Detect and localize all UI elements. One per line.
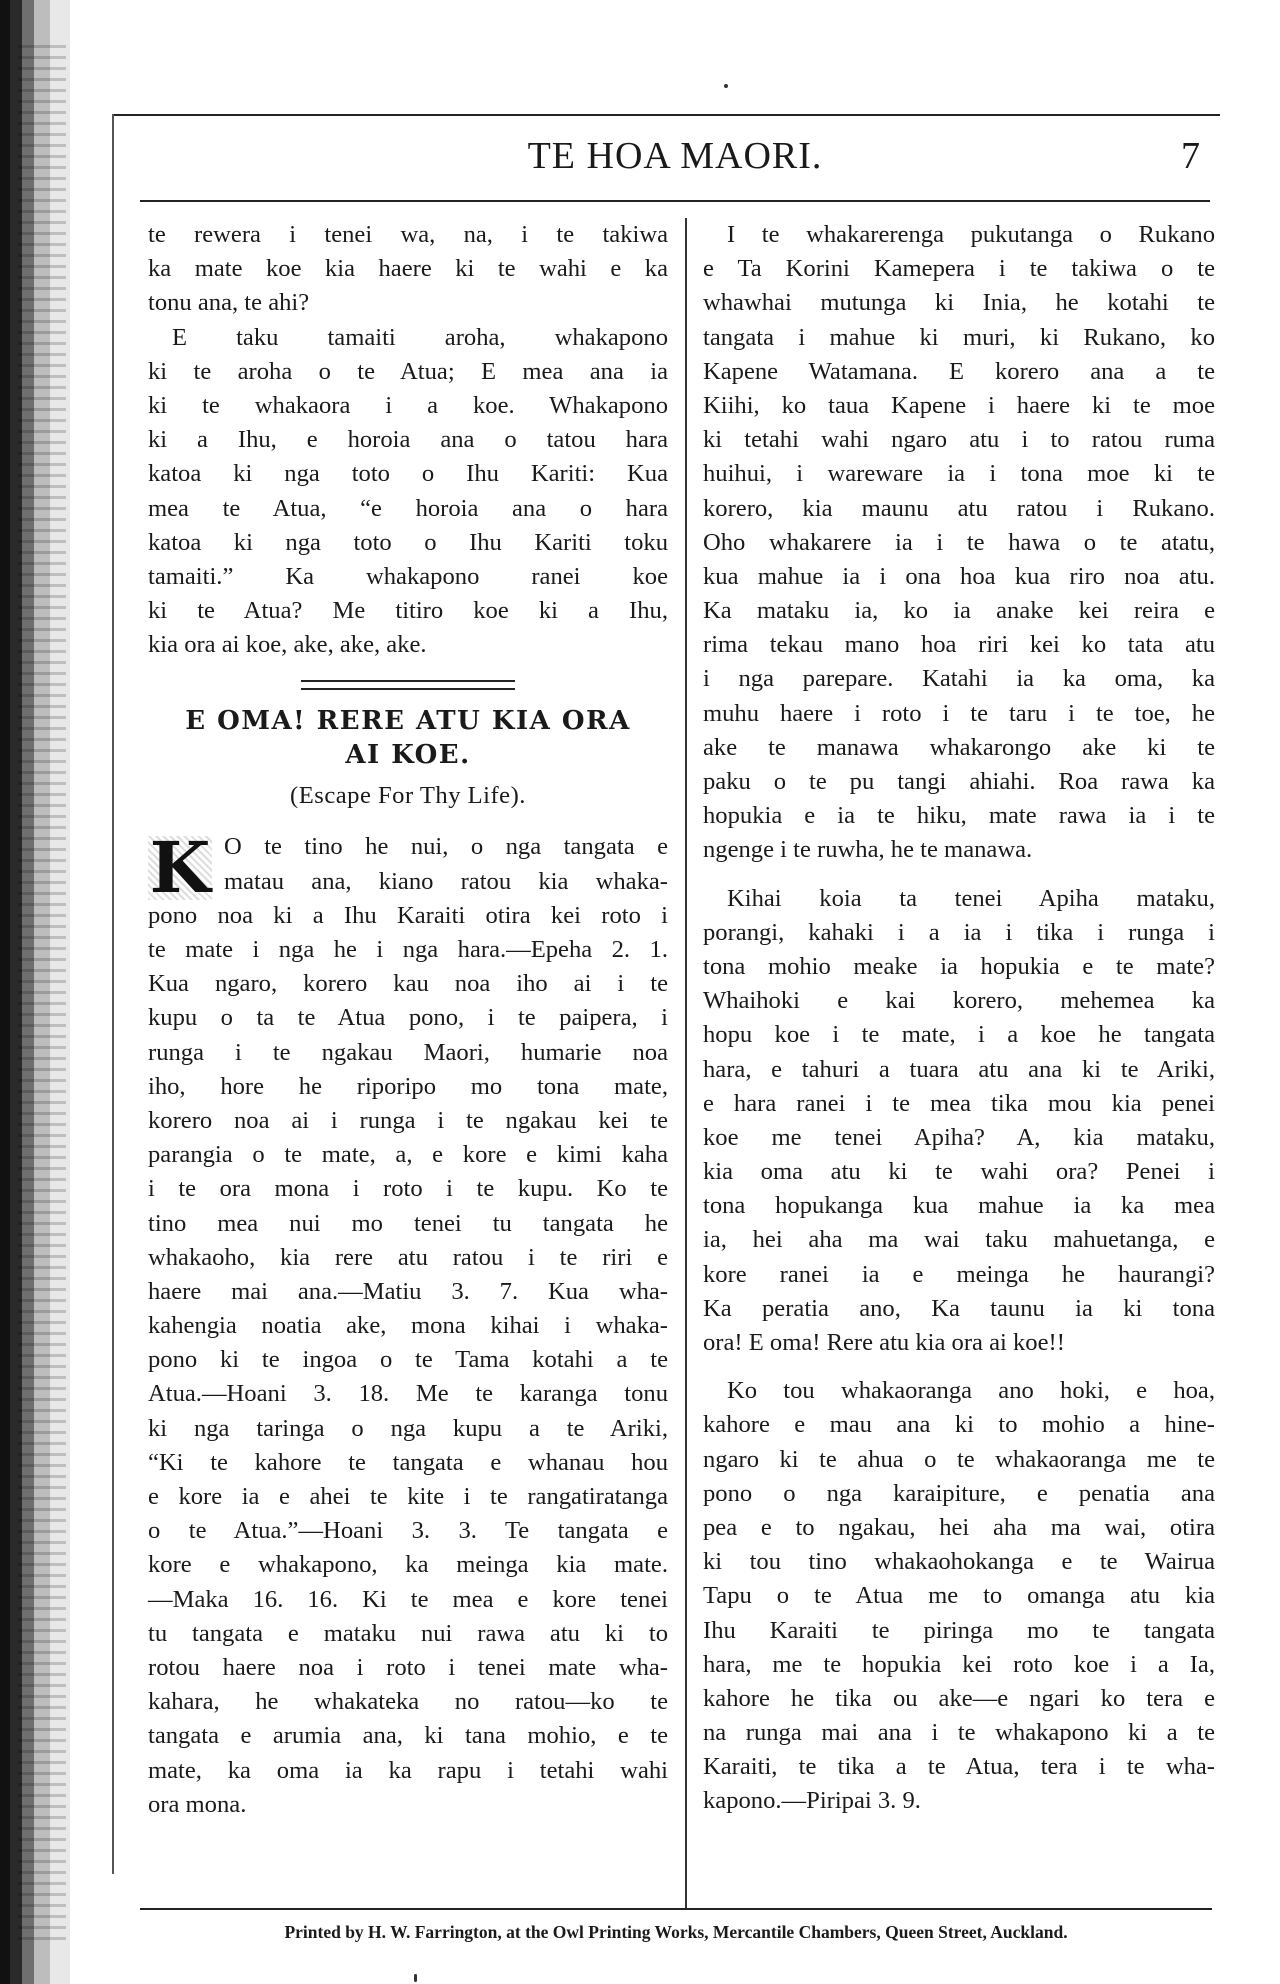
text-line: tangata i mahue ki muri, ki Rukano, ko	[703, 323, 1215, 351]
text-line: ngaro ki te ahua o te whakaoranga me te	[703, 1445, 1215, 1473]
text-line: Atua.—Hoani 3. 18. Me te karanga tonu	[148, 1380, 668, 1408]
text-line: rima tekau mano hoa riri kei ko tata atu	[703, 631, 1215, 659]
text-line: kua mahue ia i ona hoa kua riro noa atu.	[703, 562, 1215, 590]
text-line: ki te whakaora i a koe. Whakapono	[148, 391, 668, 419]
text-line: hopu koe i te mate, i a koe he tangata	[703, 1021, 1215, 1049]
text-line: I te whakarerenga pukutanga o Rukano	[727, 221, 1215, 248]
text-line: kahore e mau ana ki to mohio a hine-	[703, 1411, 1215, 1439]
text-line: o te Atua.”—Hoani 3. 3. Te tangata e	[148, 1517, 668, 1545]
text-line: Karaiti, te tika a te Atua, tera i te wha-	[703, 1753, 1215, 1781]
text-line: runga i te ngakau Maori, humarie noa	[148, 1038, 668, 1066]
section-title-line: E OMA! RERE ATU KIA ORA	[185, 706, 631, 737]
text-line: korero, kia maunu atu ratou i Rukano.	[703, 494, 1215, 522]
text-line: mate, ka oma ia ka rapu i tetahi wahi	[148, 1756, 668, 1784]
right-column	[703, 218, 1215, 1819]
section-subtitle: (Escape For Thy Life).	[290, 782, 526, 810]
text-line: Kihai koia ta tenei Apiha mataku,	[727, 884, 1215, 912]
main-article-paragraph	[148, 826, 668, 1821]
opening-paragraph	[148, 218, 668, 321]
text-line: hopukia e ia te hiku, mate rawa ia i te	[703, 802, 1215, 830]
text-line: Whaihoki e kai korero, mehemea ka	[703, 987, 1215, 1015]
text-line: e Ta Korini Kamepera i te takiwa o te	[703, 255, 1215, 283]
header-rule	[140, 200, 1210, 202]
text-line: ake te manawa whakarongo ake ki te	[703, 733, 1215, 761]
text-line: te mate i nga he i nga hara.—Epeha 2. 1.	[148, 936, 668, 963]
text-line: ia, hei aha ma wai taku mahuetanga, e	[703, 1226, 1215, 1254]
text-line: kore e whakapono, ka meinga kia mate.	[148, 1551, 668, 1579]
text-line: katoa ki nga toto o Ihu Kariti toku	[148, 528, 668, 556]
text-line: ki tetahi wahi ngaro atu i to ratou ruma	[703, 426, 1215, 454]
text-line: kapono.—Piripai 3. 9.	[703, 1787, 921, 1815]
paragraph-gap	[703, 868, 1215, 882]
text-line: matau ana, kiano ratou kia whaka-	[224, 867, 668, 895]
text-line: O te tino he nui, o nga tangata e	[224, 833, 668, 861]
text-line: tonu ana, te ahi?	[148, 289, 310, 317]
text-line: korero noa ai i runga i te ngakau kei te	[148, 1106, 668, 1134]
text-line: ki te aroha o te Atua; E mea ana ia	[148, 357, 668, 385]
footer-rule	[140, 1908, 1212, 1910]
text-line: i te ora mona i roto i te kupu. Ko te	[148, 1175, 668, 1203]
text-line: ngenge i te ruwha, he te manawa.	[703, 836, 1033, 864]
text-line: ki tou tino whakaohokanga e te Wairua	[703, 1548, 1215, 1576]
text-line: pono o nga karaipiture, e penatia ana	[703, 1479, 1215, 1507]
section-ornament-rule	[301, 680, 515, 690]
text-line: ka mate koe kia haere ki te wahi e ka	[148, 255, 668, 283]
text-line: hara, e tahuri a tuara atu ana ki te Ariki,	[703, 1055, 1215, 1083]
text-line: kia oma atu ki te wahi ora? Penei i	[703, 1158, 1215, 1186]
text-line: paku o te pu tangi ahiahi. Roa rawa ka	[703, 768, 1215, 795]
text-line: whawhai mutunga ki Inia, he kotahi te	[703, 289, 1215, 317]
text-line: kahore he tika ou ake—e ngari ko tera e	[703, 1684, 1215, 1712]
text-line: tu tangata e mataku nui rawa atu ki to	[148, 1619, 668, 1647]
text-line: Ihu Karaiti te piringa mo te tangata	[703, 1616, 1215, 1644]
drop-cap: K	[149, 826, 211, 910]
text-line: iho, hore he riporipo mo tona mate,	[148, 1072, 668, 1100]
text-line: tangata e arumia ana, ki tana mohio, e te	[148, 1722, 668, 1750]
text-line: Oho whakarere ia i te hawa o te atatu,	[703, 528, 1215, 556]
text-line: kia ora ai koe, ake, ake, ake.	[148, 631, 427, 659]
scan-binding-edge	[0, 0, 96, 1984]
page-number: 7	[1181, 135, 1200, 177]
text-line: pono noa ki a Ihu Karaiti otira kei roto i	[148, 901, 668, 929]
text-line: mea te Atua, “e horoia ana o hara	[148, 494, 668, 522]
page-left-rule	[112, 114, 114, 1874]
text-line: Ka mataku ia, ko ia anake kei reira e	[703, 597, 1215, 625]
text-line: Kiihi, ko taua Kapene i haere ki te moe	[703, 391, 1215, 419]
newspaper-title: TE HOA MAORI.	[527, 135, 823, 177]
text-line: Kapene Watamana. E korero ana a te	[703, 357, 1215, 385]
text-line: e hara ranei i te mea tika mou kia penei	[703, 1089, 1215, 1117]
text-line: ki a Ihu, e horoia ana o tatou hara	[148, 426, 668, 454]
text-line: e kore ia e ahei te kite i te rangatiratanga	[148, 1483, 668, 1510]
text-line: tino mea nui mo tenei tu tangata he	[148, 1209, 668, 1237]
salvation-paragraph	[703, 1374, 1215, 1818]
exhortation-paragraph	[148, 321, 668, 663]
text-line: tamaiti.” Ka whakapono ranei koe	[148, 562, 668, 590]
text-line: Kua ngaro, korero kau noa iho ai i te	[148, 970, 668, 998]
text-line: parangia o te mate, a, e kore e kimi kaha	[148, 1141, 668, 1169]
text-line: haere mai ana.—Matiu 3. 7. Kua wha-	[148, 1277, 668, 1305]
text-line: te rewera i tenei wa, na, i te takiwa	[148, 221, 668, 248]
text-line: huihui, i wareware ia i tona moe ki te	[703, 460, 1215, 488]
text-line: tona mohio meake ia hopukia e te mate?	[703, 952, 1215, 980]
left-column	[148, 218, 668, 1822]
scan-speck	[724, 84, 728, 88]
text-line: ki nga taringa o nga kupu a te Ariki,	[148, 1414, 668, 1442]
text-line: na runga mai ana i te whakapono ki a te	[703, 1719, 1215, 1747]
section-title-line: AI KOE.	[345, 740, 471, 771]
text-line: kore ranei ia e meinga he haurangi?	[703, 1260, 1215, 1288]
text-line: ora mona.	[148, 1790, 247, 1818]
paragraph-gap	[703, 1360, 1215, 1374]
text-line: pea e to ngakau, hei aha ma wai, otira	[703, 1513, 1215, 1541]
text-line: “Ki te kahore te tangata e whanau hou	[148, 1448, 668, 1476]
text-line: kahengia noatia ake, mona kihai i whaka-	[148, 1312, 668, 1340]
text-line: kupu o ta te Atua pono, i te paipera, i	[148, 1004, 668, 1032]
text-line: E taku tamaiti aroha, whakapono	[172, 323, 668, 351]
text-line: Ka peratia ano, Ka taunu ia ki tona	[703, 1294, 1215, 1322]
text-line: kahara, he whakateka no ratou—ko te	[148, 1688, 668, 1716]
text-line: Ko tou whakaoranga ano hoki, e hoa,	[727, 1377, 1215, 1405]
text-line: hara, me te hopukia kei roto koe i a Ia,	[703, 1650, 1215, 1678]
printer-imprint: Printed by H. W. Farrington, at the Owl Printing Works, Mercantile Chambers, Queen Street, Auckland.	[284, 1922, 1068, 1942]
text-line: rotou haere noa i roto i tenei mate wha-	[148, 1653, 668, 1681]
text-line: muhu haere i roto i te taru i te toe, he	[703, 699, 1215, 727]
text-line: koe me tenei Apiha? A, kia mataku,	[703, 1123, 1215, 1151]
text-line: ki te Atua? Me titiro koe ki a Ihu,	[148, 597, 668, 625]
text-line: katoa ki nga toto o Ihu Kariti: Kua	[148, 460, 668, 488]
question-paragraph	[703, 882, 1215, 1361]
text-line: pono ki te ingoa o te Tama kotahi a te	[148, 1346, 668, 1374]
captain-story-paragraph	[703, 218, 1215, 868]
page-top-rule	[112, 114, 1220, 116]
text-line: porangi, kahaki i a ia i tika i runga i	[703, 918, 1215, 946]
text-line: tona hopukanga kua mahue ia ka mea	[703, 1192, 1215, 1220]
text-line: Tapu o te Atua me to omanga atu kia	[703, 1582, 1215, 1610]
section-title	[148, 704, 668, 772]
text-line: i nga parepare. Katahi ia ka oma, ka	[703, 665, 1215, 693]
scan-speck	[414, 1974, 417, 1982]
text-line: —Maka 16. 16. Ki te mea e kore tenei	[148, 1585, 668, 1613]
column-divider	[685, 218, 687, 1908]
text-line: whakaoho, kia rere atu ratou i te riri e	[148, 1243, 668, 1271]
text-line: ora! E oma! Rere atu kia ora ai koe!!	[703, 1329, 1065, 1356]
page-header	[140, 130, 1210, 192]
